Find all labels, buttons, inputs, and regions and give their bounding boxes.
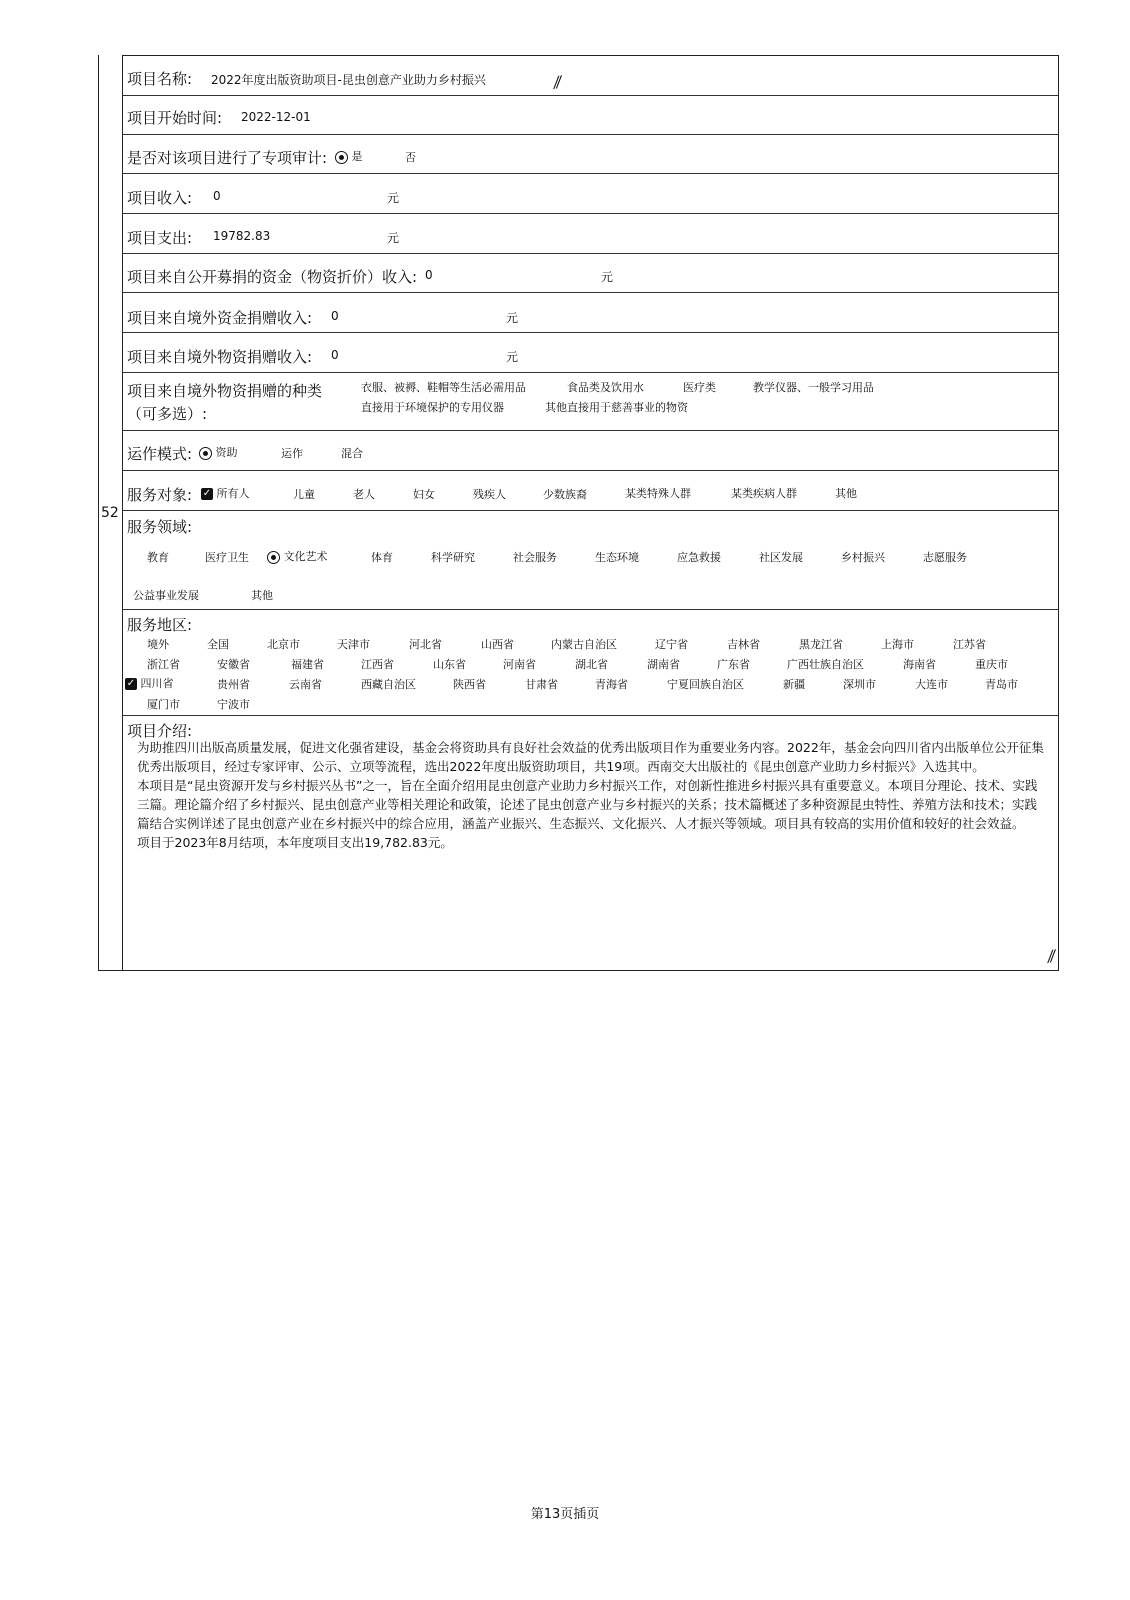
region-option[interactable]: 大连市 bbox=[915, 678, 948, 691]
service-field-culture-label: 文化艺术 bbox=[283, 550, 328, 563]
overseas-goods-unit: 元 bbox=[506, 350, 519, 364]
goods-type-option[interactable]: 衣服、被褥、鞋帽等生活必需用品 bbox=[361, 381, 526, 394]
service-field-option[interactable]: 乡村振兴 bbox=[841, 551, 885, 564]
project-name-label: 项目名称: bbox=[127, 70, 193, 88]
service-field-option[interactable]: 医疗卫生 bbox=[205, 551, 249, 564]
service-region-label: 服务地区: bbox=[127, 616, 193, 634]
overseas-goods-label: 项目来自境外物资捐赠收入: bbox=[127, 348, 313, 366]
region-option[interactable]: 内蒙古自治区 bbox=[551, 638, 617, 651]
region-option[interactable]: 青海省 bbox=[595, 678, 628, 691]
goods-types-sublabel: （可多选）: bbox=[127, 405, 208, 423]
audit-option-yes[interactable] bbox=[335, 148, 363, 164]
project-name-value[interactable]: 2022年度出版资助项目-昆虫创意产业助力乡村振兴 bbox=[211, 73, 486, 87]
resize-grip-icon[interactable]: ⁄⁄ bbox=[553, 72, 562, 93]
checkbox-checked-icon[interactable]: ✓ bbox=[202, 488, 212, 499]
intro-text[interactable] bbox=[137, 738, 1046, 852]
expense-row bbox=[123, 214, 1058, 254]
region-option[interactable]: 境外 bbox=[147, 638, 169, 651]
service-target-option[interactable]: 妇女 bbox=[413, 488, 435, 501]
public-fund-unit: 元 bbox=[601, 270, 614, 284]
region-option[interactable]: 青岛市 bbox=[985, 678, 1018, 691]
region-option[interactable]: 北京市 bbox=[267, 638, 300, 651]
expense-unit: 元 bbox=[387, 231, 400, 245]
service-field-row bbox=[123, 511, 1058, 610]
service-field-option[interactable]: 生态环境 bbox=[595, 551, 639, 564]
operation-mode-grant-label: 资助 bbox=[215, 446, 238, 459]
expense-value[interactable]: 19782.83 bbox=[213, 229, 271, 243]
service-target-all-label: 所有人 bbox=[216, 487, 250, 500]
region-option[interactable]: 吉林省 bbox=[727, 638, 760, 651]
intro-paragraph: 项目于2023年8月结项，本年度项目支出19,782.83元。 bbox=[137, 835, 453, 850]
service-field-label: 服务领域: bbox=[127, 518, 193, 536]
region-option-sichuan[interactable] bbox=[125, 675, 174, 691]
overseas-goods-row bbox=[123, 333, 1058, 373]
service-field-option[interactable]: 公益事业发展 bbox=[133, 589, 199, 602]
overseas-fund-value[interactable]: 0 bbox=[331, 309, 339, 323]
service-field-option[interactable]: 社区发展 bbox=[759, 551, 803, 564]
service-field-option[interactable]: 社会服务 bbox=[513, 551, 557, 564]
goods-types-label: 项目来自境外物资捐赠的种类 bbox=[127, 382, 323, 400]
service-target-option[interactable]: 儿童 bbox=[293, 488, 315, 501]
region-option[interactable]: 山东省 bbox=[433, 658, 466, 671]
service-target-row bbox=[123, 471, 1058, 511]
region-option[interactable]: 福建省 bbox=[291, 658, 324, 671]
region-option[interactable]: 宁夏回族自治区 bbox=[667, 678, 744, 691]
page-footer: 第13页插页 bbox=[530, 1507, 600, 1522]
region-option[interactable]: 贵州省 bbox=[217, 678, 250, 691]
operation-mode-option[interactable]: 混合 bbox=[341, 447, 363, 460]
audit-yes-label: 是 bbox=[351, 150, 363, 163]
overseas-fund-row bbox=[123, 293, 1058, 333]
region-option[interactable]: 江苏省 bbox=[953, 638, 986, 651]
page-number: 52 bbox=[101, 505, 119, 521]
service-target-option-all[interactable] bbox=[201, 485, 250, 501]
region-option[interactable]: 厦门市 bbox=[147, 698, 180, 711]
region-option[interactable]: 云南省 bbox=[289, 678, 322, 691]
audit-option-no[interactable]: 否 bbox=[405, 151, 416, 164]
region-option[interactable]: 山西省 bbox=[481, 638, 514, 651]
income-value[interactable]: 0 bbox=[213, 189, 221, 203]
overseas-goods-value[interactable]: 0 bbox=[331, 348, 339, 362]
income-label: 项目收入: bbox=[127, 189, 193, 207]
goods-type-option[interactable]: 教学仪器、一般学习用品 bbox=[753, 381, 874, 394]
audit-row bbox=[123, 135, 1058, 174]
region-option[interactable]: 广西壮族自治区 bbox=[787, 658, 864, 671]
checkbox-checked-icon[interactable]: ✓ bbox=[126, 678, 136, 689]
region-option[interactable]: 宁波市 bbox=[217, 698, 250, 711]
service-target-option[interactable]: 残疾人 bbox=[473, 488, 506, 501]
region-option[interactable]: 甘肃省 bbox=[525, 678, 558, 691]
project-name-row bbox=[123, 56, 1058, 96]
service-field-option-culture[interactable] bbox=[267, 548, 328, 564]
income-row bbox=[123, 174, 1058, 214]
start-date-row bbox=[123, 96, 1058, 135]
audit-label: 是否对该项目进行了专项审计: bbox=[127, 149, 328, 167]
start-date-value[interactable]: 2022-12-01 bbox=[241, 110, 311, 124]
goods-types-row bbox=[123, 373, 1058, 431]
goods-type-option[interactable]: 直接用于环境保护的专用仪器 bbox=[361, 401, 504, 414]
region-option[interactable]: 江西省 bbox=[361, 658, 394, 671]
operation-mode-row bbox=[123, 431, 1058, 471]
service-field-option[interactable]: 体育 bbox=[371, 551, 393, 564]
service-field-option[interactable]: 应急救援 bbox=[677, 551, 721, 564]
region-option[interactable]: 安徽省 bbox=[217, 658, 250, 671]
region-option[interactable]: 广东省 bbox=[717, 658, 750, 671]
service-field-option[interactable]: 志愿服务 bbox=[923, 551, 967, 564]
income-unit: 元 bbox=[387, 191, 400, 205]
region-option[interactable]: 湖北省 bbox=[575, 658, 608, 671]
service-target-option[interactable]: 老人 bbox=[353, 488, 375, 501]
region-option[interactable]: 天津市 bbox=[337, 638, 370, 651]
service-region-row bbox=[123, 610, 1058, 716]
expense-label: 项目支出: bbox=[127, 229, 193, 247]
region-option[interactable]: 湖南省 bbox=[647, 658, 680, 671]
service-target-option[interactable]: 某类疾病人群 bbox=[731, 487, 797, 500]
intro-label: 项目介绍: bbox=[127, 722, 193, 740]
region-option[interactable]: 河南省 bbox=[503, 658, 536, 671]
service-field-option[interactable]: 科学研究 bbox=[431, 551, 475, 564]
region-option[interactable]: 黑龙江省 bbox=[799, 638, 843, 651]
service-target-option[interactable]: 某类特殊人群 bbox=[625, 487, 691, 500]
operation-mode-option[interactable]: 运作 bbox=[281, 447, 303, 460]
overseas-fund-label: 项目来自境外资金捐赠收入: bbox=[127, 309, 313, 327]
start-date-label: 项目开始时间: bbox=[127, 109, 223, 127]
operation-mode-option-grant[interactable] bbox=[199, 444, 238, 460]
public-fund-value[interactable]: 0 bbox=[425, 268, 433, 282]
public-fund-label: 项目来自公开募捐的资金（物资折价）收入: bbox=[127, 268, 418, 286]
service-target-option[interactable]: 少数族裔 bbox=[543, 488, 587, 501]
region-option[interactable]: 浙江省 bbox=[147, 658, 180, 671]
goods-type-option[interactable]: 其他直接用于慈善事业的物资 bbox=[545, 401, 688, 414]
region-option[interactable]: 辽宁省 bbox=[655, 638, 688, 651]
goods-type-option[interactable]: 食品类及饮用水 bbox=[567, 381, 644, 394]
region-option[interactable]: 全国 bbox=[207, 638, 229, 651]
goods-type-option[interactable]: 医疗类 bbox=[683, 381, 716, 394]
report-form bbox=[98, 55, 1059, 971]
region-option[interactable]: 深圳市 bbox=[843, 678, 876, 691]
intro-row bbox=[123, 716, 1058, 970]
region-option[interactable]: 新疆 bbox=[783, 678, 805, 691]
public-fund-row bbox=[123, 254, 1058, 293]
region-option[interactable]: 西藏自治区 bbox=[361, 678, 416, 691]
operation-mode-label: 运作模式: bbox=[127, 445, 193, 463]
region-option[interactable]: 重庆市 bbox=[975, 658, 1008, 671]
radio-selected-icon[interactable] bbox=[267, 551, 280, 564]
service-field-option[interactable]: 其他 bbox=[251, 589, 273, 602]
region-sichuan-label: 四川省 bbox=[140, 677, 174, 690]
intro-paragraph: 本项目是“昆虫资源开发与乡村振兴丛书”之一，旨在全面介绍用昆虫创意产业助力乡村振兴工作，对创新性推进乡村振兴具有重要意义。本项目分理论、技术、实践三篇。理论篇介绍了乡村振兴、昆虫创意产业等相关理论和政策，论述了昆虫创意产业与乡村振兴的关系；技术篇概述了多种资源昆虫特性、养殖方法和技术；实践篇结合实例详述了昆虫创意产业在乡村振兴中的综合应用，涵盖产业振兴、生态振兴、文化振兴、人才振兴等领域。项目具有较高的实用价值和较好的社会效益。 bbox=[137, 778, 1038, 831]
form-table bbox=[122, 55, 1059, 970]
radio-selected-icon[interactable] bbox=[199, 447, 212, 460]
overseas-fund-unit: 元 bbox=[506, 311, 519, 325]
region-option[interactable]: 河北省 bbox=[409, 638, 442, 651]
region-option[interactable]: 海南省 bbox=[903, 658, 936, 671]
intro-paragraph: 为助推四川出版高质量发展，促进文化强省建设，基金会将资助具有良好社会效益的优秀出版项目作为重要业务内容。2022年，基金会向四川省内出版单位公开征集优秀出版项目，经过专家评审、公示、立项等流程，选出2022年度出版资助项目，共19项。西南交大出版社的《昆虫创意产业助力乡村振兴》入选其中。 bbox=[137, 740, 1044, 774]
region-option[interactable]: 陕西省 bbox=[453, 678, 486, 691]
radio-selected-icon[interactable] bbox=[335, 151, 348, 164]
service-target-option[interactable]: 其他 bbox=[835, 487, 857, 500]
region-option[interactable]: 上海市 bbox=[881, 638, 914, 651]
service-field-option[interactable]: 教育 bbox=[147, 551, 169, 564]
service-target-label: 服务对象: bbox=[127, 486, 193, 504]
resize-grip-icon[interactable]: ⁄⁄ bbox=[1047, 946, 1056, 967]
